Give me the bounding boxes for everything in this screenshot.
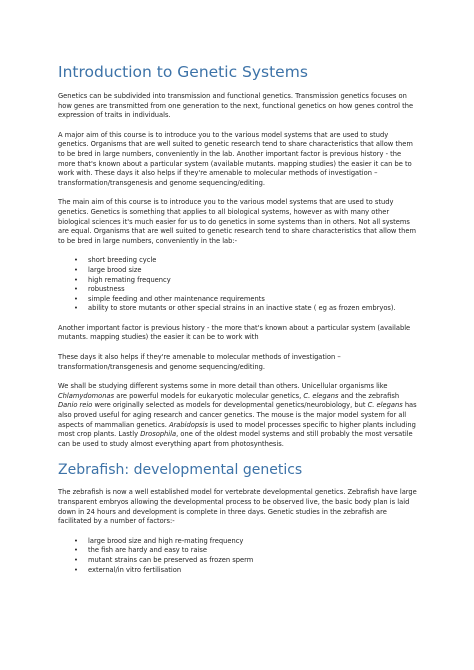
organisms-text: is used to model processes specific to higher plants including most crop plants. Lastly (58, 420, 416, 439)
section-heading: Zebrafish: developmental genetics (58, 462, 303, 479)
list-item: • ability to store mutants or other special strains in an inactive state ( eg as frozen embryos). (58, 304, 418, 314)
list-item: • mutant strains can be preserved as frozen sperm (58, 556, 418, 566)
organisms-text: are powerful models for eukaryotic molecular genetics, (114, 391, 304, 400)
organisms-text: We shall be studying different systems some in more detail than others. Unicellular organisms like (58, 382, 388, 391)
list-item: • large brood size and high re-mating frequency (58, 537, 418, 547)
list-item: • short breeding cycle (58, 256, 418, 266)
organisms-text: were originally selected as models for developmental genetics/neurobiology, but (92, 401, 368, 410)
list-item: • large brood size (58, 266, 418, 276)
aim-paragraph-1: A major aim of this course is to introduce you to the various model systems that are used to study genetics. Organisms that are well suited to genetic research tend to share characteristics that allow them to be bred in large numbers, conveniently in the lab. Another important factor is previous history - the more that's known about a particular system (available mutants. mapping studies) the easier it can be to work with. These days it also helps if they're amenable to molecular methods of investigation – transformation/transgenesis and genome sequencing/editing. (58, 130, 413, 187)
organisms-text: and the zebrafish (338, 391, 400, 400)
organisms-text: , one of the oldest model systems and still probably the most versatile can be used to study almost everything apart from photosynthesis. (58, 430, 413, 448)
species-name: C. elegans (367, 401, 403, 410)
species-name: Arabidopsis (168, 420, 208, 429)
list-item: • external/in vitro fertilisation (58, 566, 418, 576)
list-item: • high remating frequency (58, 276, 418, 286)
list-item: • robustness (58, 285, 418, 295)
page-title: Introduction to Genetic Systems (58, 63, 308, 81)
species-name: Drosophila (140, 430, 177, 439)
organisms-text: has also proved useful for aging research and cancer genetics. The mouse is the major model system for all aspects of mammalian genetics. (58, 401, 417, 429)
zebrafish-paragraph: The zebrafish is now a well established model for vertebrate developmental genetics. Zebrafish have large transparent embryos allowing the developmental process to be observed live, the basic body plan is laid down in 24 hours and development is complete in three days. Genetic studies in the zebrafish are facilitated by a number of factors:- (58, 488, 417, 526)
species-name: C. elegans (303, 391, 339, 400)
zebrafish-factor-list (58, 537, 418, 575)
list-item: • the fish are hardy and easy to raise (58, 546, 418, 556)
trait-list (58, 256, 418, 314)
species-name: Chlamydomonas (58, 391, 115, 400)
species-name: Danio reio (58, 401, 93, 410)
intro-paragraph: Genetics can be subdivided into transmission and functional genetics. Transmission genetics focuses on how genes are transmitted from one generation to the next, functional genetics on how genes control the expression of traits in individuals. (58, 92, 414, 120)
document-body (58, 62, 418, 585)
aim-paragraph-2: The main aim of this course is to introduce you to the various model systems that are used to study genetics. Genetics is something that applies to all biological systems, however as with many other biological sciences it's much easier for us to do genetics in some systems than in others. Not all systems are equal. Organisms that are well suited to genetic research tend to share characteristics that allow them to be bred in large numbers, conveniently in the lab:- (58, 198, 417, 245)
molecular-paragraph: These days it also helps if they're amenable to molecular methods of investigation – transformation/transgenesis and genome sequencing/editing. (58, 353, 341, 371)
organisms-paragraph (58, 382, 418, 449)
history-paragraph: Another important factor is previous history - the more that's known about a particular system (available mutants. mapping studies) the easier it can be to work with (58, 323, 411, 342)
list-item: • simple feeding and other maintenance requirements (58, 295, 418, 305)
